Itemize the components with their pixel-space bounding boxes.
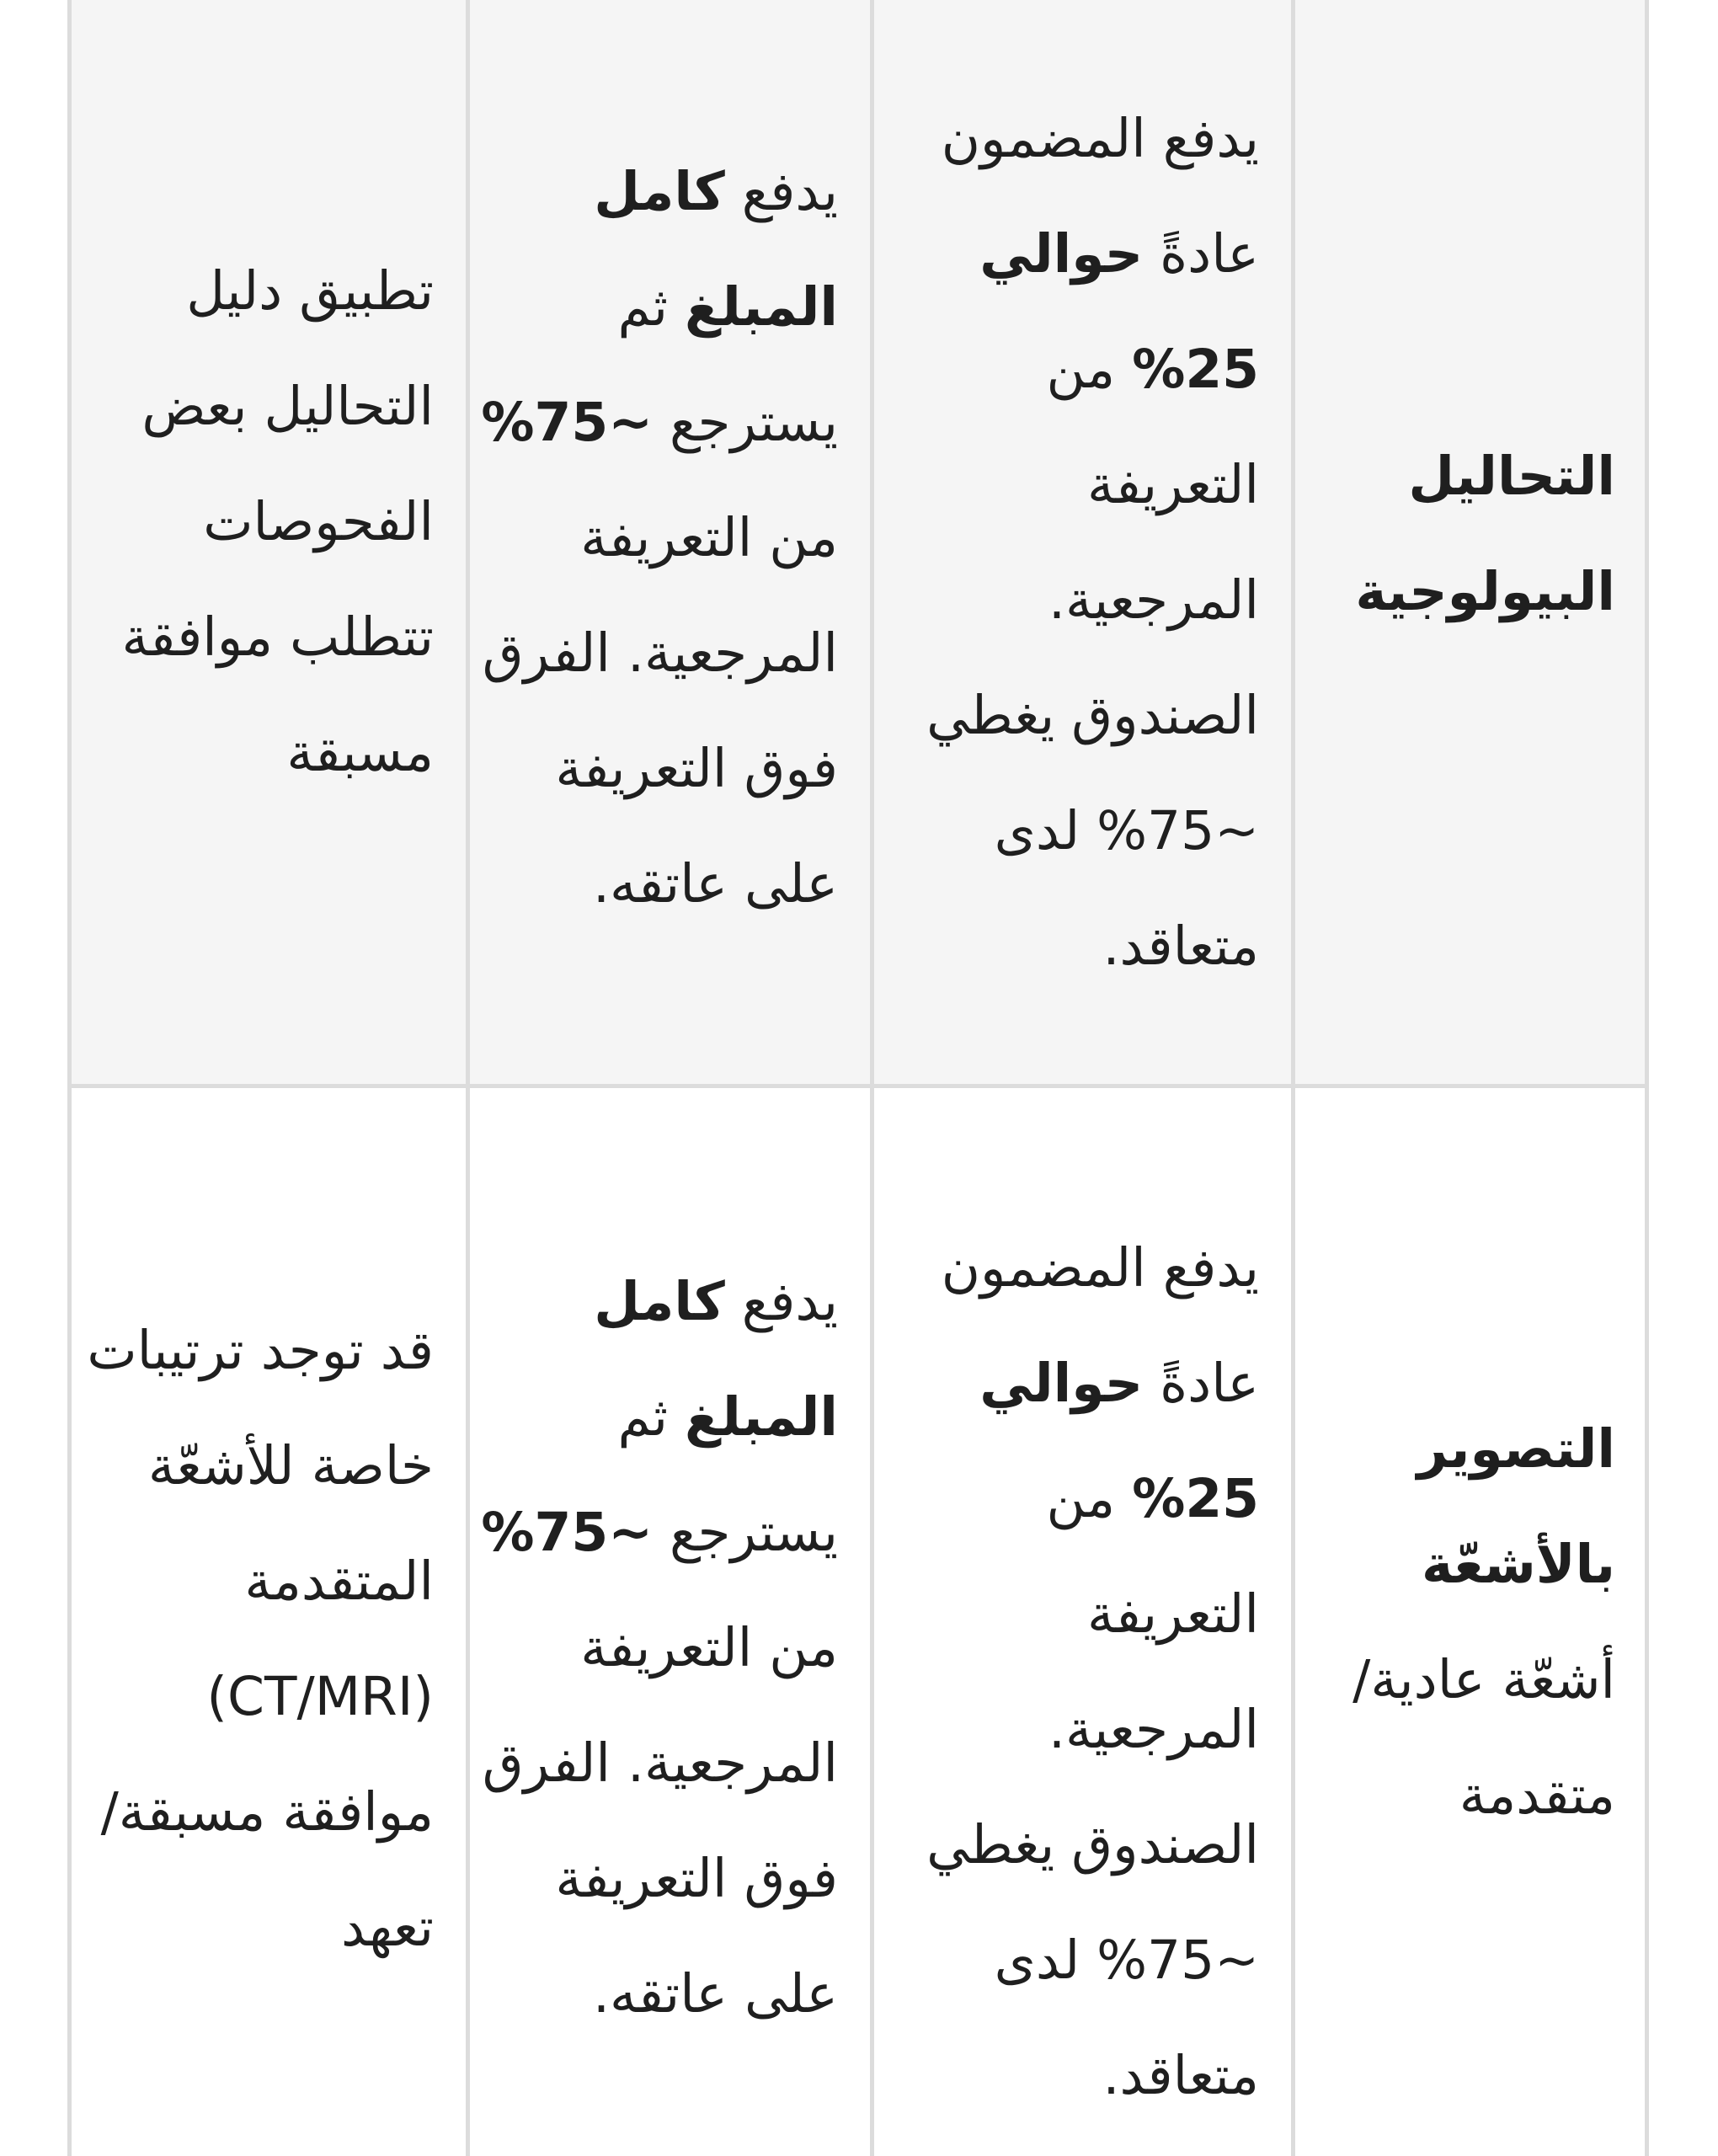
reimbursement-bold-percent: ~75% — [481, 392, 653, 453]
reimbursement-bold-full-amount: كامل المبلغ — [594, 161, 838, 338]
column-divider — [466, 0, 470, 2156]
reimbursement-cell — [470, 0, 870, 1084]
table-row — [72, 1088, 1645, 2156]
category-title: التحاليل البيولوجية — [1355, 445, 1615, 622]
category-cell — [1295, 0, 1649, 1084]
reimbursement-suffix: من التعريفة المرجعية. الفرق فوق التعريفة على عاتقه. — [482, 1616, 838, 2025]
coverage-table — [67, 0, 1649, 2156]
insured-pays-prefix: يدفع المضمون عادةً — [941, 1237, 1259, 1414]
reimbursement-bold-percent: ~75% — [481, 1501, 653, 1563]
category-title: التصوير بالأشعّة — [1417, 1418, 1615, 1595]
reimbursement-prefix: يدفع — [724, 161, 838, 222]
reimbursement-suffix: من التعريفة المرجعية. الفرق فوق التعريفة على عاتقه. — [482, 507, 838, 915]
notes-text-after: موافقة مسبقة/تعهد — [100, 1781, 434, 1958]
notes-cell — [72, 1088, 466, 2156]
insured-pays-prefix: يدفع المضمون عادةً — [941, 107, 1259, 285]
table-row — [72, 0, 1645, 1084]
notes-cell — [72, 0, 466, 1084]
notes-text: تطبيق دليل التحاليل بعض الفحوصات تتطلب موافقة مسبقة — [121, 260, 434, 783]
notes-text-ltr: (CT/MRI) — [206, 1666, 434, 1727]
category-cell — [1295, 1088, 1649, 2156]
insured-pays-cell — [874, 1088, 1291, 2156]
reimbursement-mid: ثم يسترجع — [617, 1385, 838, 1563]
insured-pays-bold: حوالي 25% — [979, 222, 1259, 400]
reimbursement-mid: ثم يسترجع — [617, 276, 838, 453]
reimbursement-cell — [470, 1088, 870, 2156]
insured-pays-suffix: من التعريفة المرجعية. الصندوق يغطي ~75% لدى متعاقد. — [926, 338, 1259, 977]
category-subtitle: أشعّة عادية/متقدمة — [1353, 1649, 1615, 1826]
insured-pays-bold: حوالي 25% — [979, 1353, 1259, 1529]
reimbursement-bold-full-amount: كامل المبلغ — [594, 1270, 838, 1448]
column-divider — [870, 0, 874, 2156]
notes-text-before: قد توجد ترتيبات خاصة للأشعّة المتقدمة — [87, 1320, 434, 1612]
reimbursement-prefix: يدفع — [724, 1270, 838, 1332]
insured-pays-cell — [874, 0, 1291, 1084]
insured-pays-suffix: من التعريفة المرجعية. الصندوق يغطي ~75% لدى متعاقد. — [926, 1468, 1259, 2106]
column-divider — [1291, 0, 1295, 2156]
